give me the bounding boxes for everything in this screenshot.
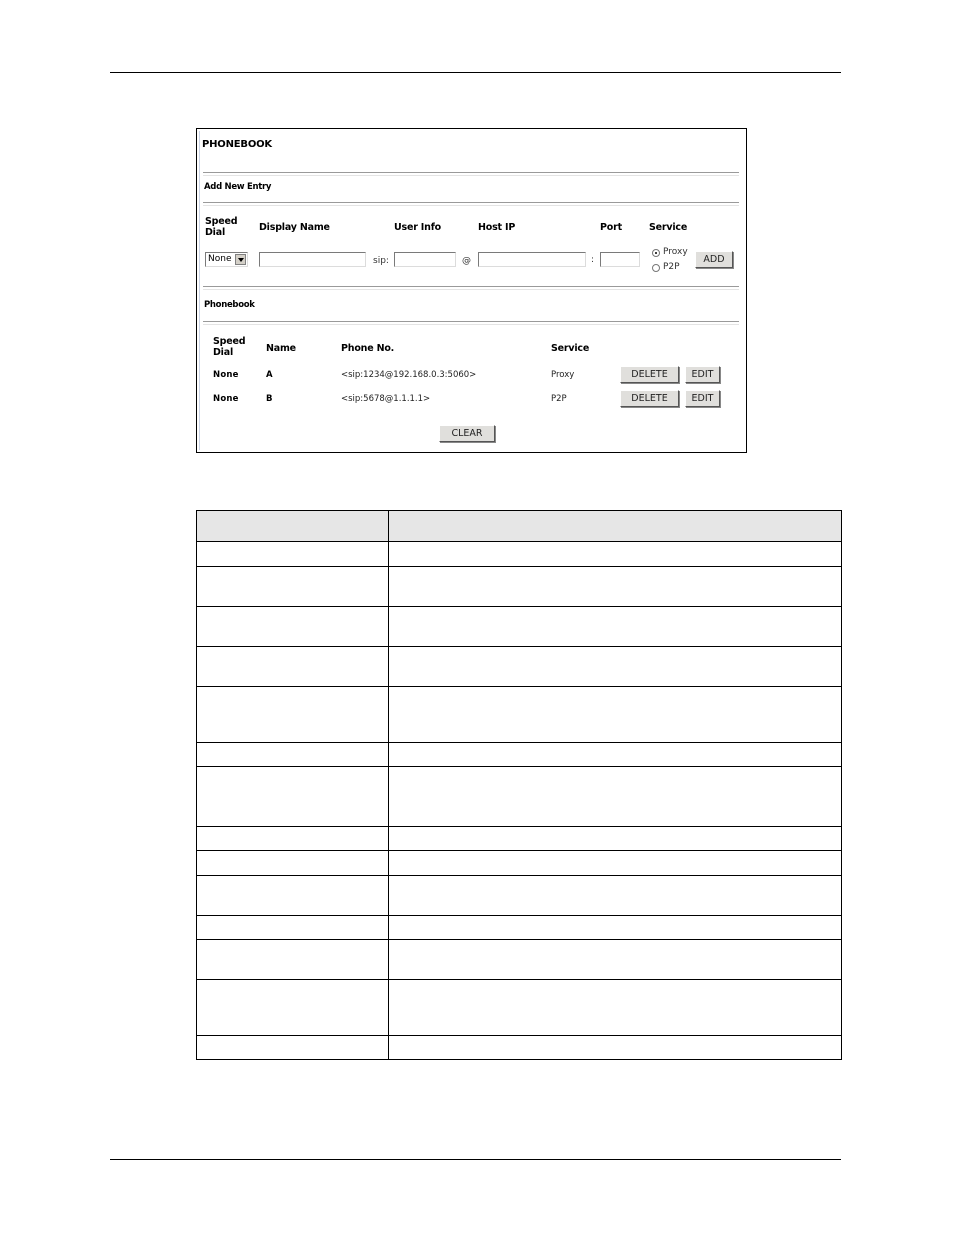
divider [203, 172, 739, 176]
table-row [197, 940, 842, 980]
divider [203, 202, 739, 206]
list-speed-dial-header: Speed Dial [213, 336, 246, 358]
table-row [197, 647, 842, 687]
edit-button[interactable]: EDIT [685, 390, 720, 407]
user-info-input[interactable] [394, 252, 456, 267]
table-row [197, 567, 842, 607]
at-sign-label: @ [462, 256, 471, 266]
host-ip-input[interactable] [478, 252, 586, 267]
page-title: PHONEBOOK [202, 139, 272, 150]
entry-name: A [266, 370, 273, 380]
entry-speed-dial: None [213, 394, 239, 404]
add-new-entry-heading: Add New Entry [204, 182, 272, 192]
host-ip-header: Host IP [478, 222, 516, 233]
display-name-input[interactable] [259, 252, 366, 267]
table-row [197, 876, 842, 916]
sip-prefix-label: sip: [373, 256, 389, 266]
entry-phone: <sip:1234@192.168.0.3:5060> [341, 370, 477, 380]
phonebook-screen [196, 128, 747, 453]
table-row [197, 827, 842, 851]
colon-label: : [591, 255, 595, 265]
table-row [197, 687, 842, 743]
header-rule [110, 72, 841, 73]
delete-button[interactable]: DELETE [620, 366, 679, 383]
divider [203, 321, 739, 325]
entry-service: Proxy [551, 370, 575, 380]
list-phone-header: Phone No. [341, 343, 395, 354]
chevron-down-icon [235, 254, 246, 265]
table-row [197, 542, 842, 567]
clear-button[interactable]: CLEAR [439, 425, 495, 442]
p2p-radio-label: P2P [663, 262, 680, 272]
edit-button[interactable]: EDIT [685, 366, 720, 383]
speed-dial-select[interactable]: None [205, 252, 248, 267]
table-row [197, 607, 842, 647]
service-header: Service [649, 222, 688, 233]
p2p-radio[interactable] [652, 264, 660, 272]
list-name-header: Name [266, 343, 296, 354]
entry-phone: <sip:5678@1.1.1.1> [341, 394, 431, 404]
phonebook-heading: Phonebook [204, 300, 255, 310]
table-row [197, 980, 842, 1036]
port-input[interactable] [600, 252, 640, 267]
speed-dial-header: Speed Dial [205, 216, 238, 238]
table-header-row [197, 511, 842, 542]
table-row [197, 851, 842, 876]
entry-name: B [266, 394, 273, 404]
table-row [197, 1036, 842, 1060]
proxy-radio-label: Proxy [663, 247, 688, 257]
user-info-header: User Info [394, 222, 441, 233]
proxy-radio[interactable] [652, 249, 660, 257]
list-service-header: Service [551, 343, 590, 354]
table-row [197, 743, 842, 767]
table-row [197, 916, 842, 940]
description-table [196, 510, 842, 1060]
entry-service: P2P [551, 394, 567, 404]
table-row [197, 767, 842, 827]
footer-rule [110, 1159, 841, 1160]
display-name-header: Display Name [259, 222, 330, 233]
entry-speed-dial: None [213, 370, 239, 380]
port-header: Port [600, 222, 622, 233]
add-button[interactable]: ADD [695, 251, 733, 268]
delete-button[interactable]: DELETE [620, 390, 679, 407]
divider [203, 286, 739, 290]
